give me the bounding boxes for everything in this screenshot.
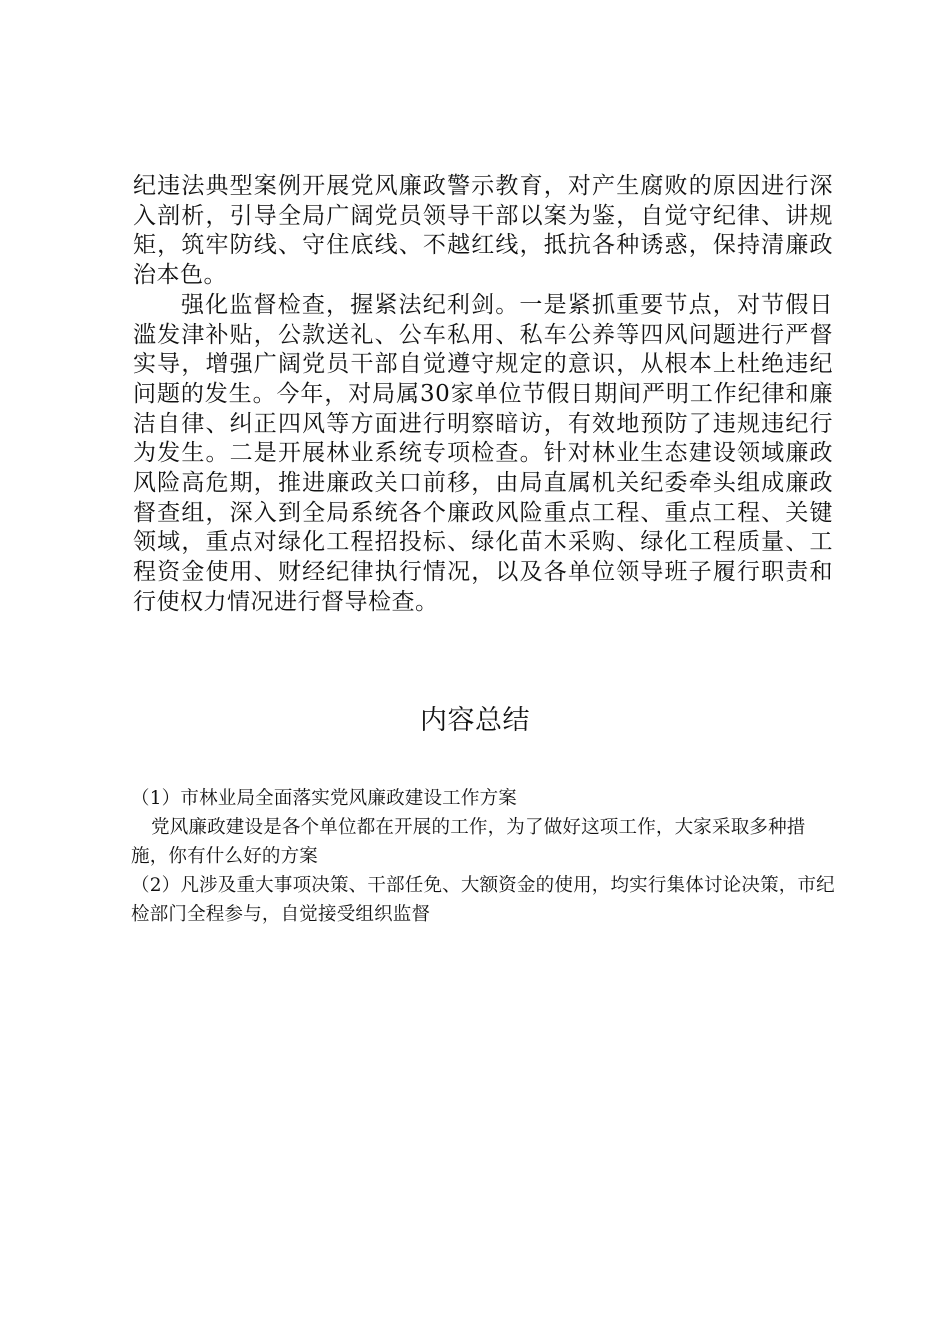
summary-item-1-title: （1）市林业局全面落实党风廉政建设工作方案	[131, 788, 517, 809]
paragraph-continuation: 纪违法典型案例开展党风廉政警示教育，对产生腐败的原因进行深入剖析，引导全局广阔党员领导干部以案为鉴，自觉守纪律、讲规矩，筑牢防线、守住底线、不越红线，抵抗各种诱惑，保持清廉政治本色。	[133, 173, 833, 289]
body-text	[133, 172, 833, 618]
paragraph-supervision: 强化监督检查，握紧法纪利剑。一是紧抓重要节点，对节假日滥发津补贴，公款送礼、公车私用、私车公养等四风问题进行严督实导，增强广阔党员干部自觉遵守规定的意识，从根本上杜绝违纪问题的发生。今年，对局属30家单位节假日期间严明工作纪律和廉洁自律、纠正四风等方面进行明察暗访，有效地预防了违规违纪行为发生。二是开展林业系统专项检查。针对林业生态建设领域廉政风险高危期，推进廉政关口前移，由局直属机关纪委牵头组成廉政督查组，深入到全局系统各个廉政风险重点工程、重点工程、关键领域，重点对绿化工程招投标、绿化苗木采购、绿化工程质量、工程资金使用、财经纪律执行情况，以及各单位领导班子履行职责和行使权力情况进行督导检查。	[133, 291, 833, 615]
summary-section	[131, 784, 839, 929]
summary-item-1-description: 党风廉政建设是各个单位都在开展的工作，为了做好这项工作，大家采取多种措施，你有什么好的方案	[131, 817, 806, 867]
summary-item-2: （2）凡涉及重大事项决策、干部任免、大额资金的使用，均实行集体讨论决策，市纪检部门全程参与，自觉接受组织监督	[131, 875, 835, 925]
summary-heading: 内容总结	[420, 705, 530, 736]
